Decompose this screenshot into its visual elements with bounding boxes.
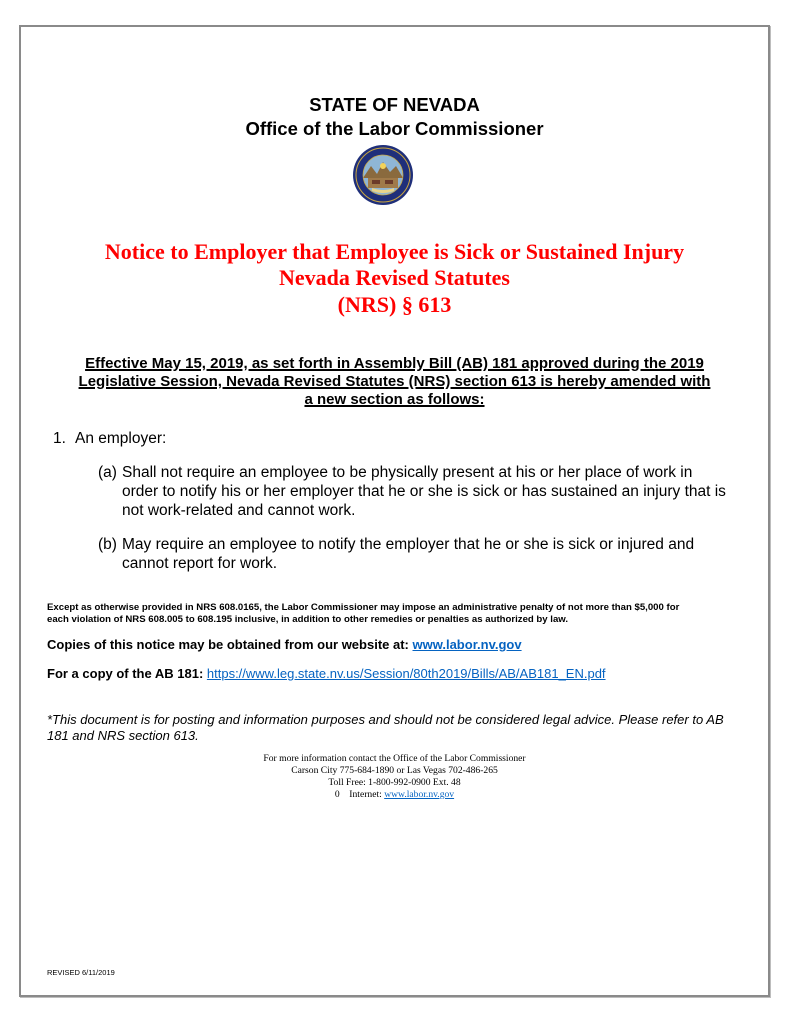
contact-line3: Toll Free: 1-800-992-0900 Ext. 48 xyxy=(328,777,461,788)
ab181-notice xyxy=(47,666,606,682)
contact-line1: For more information contact the Office of the Labor Commissioner xyxy=(263,753,526,764)
ab181-label: For a copy of the AB 181: xyxy=(47,666,207,681)
item-a-line3: not work-related and cannot work. xyxy=(122,502,356,519)
disclaimer-line2: 181 and NRS section 613. xyxy=(47,728,199,743)
office-heading: Office of the Labor Commissioner xyxy=(245,118,544,139)
item-b-label: (b) xyxy=(98,536,117,553)
intro-line3: a new section as follows: xyxy=(304,391,485,408)
state-heading: STATE OF NEVADA xyxy=(309,94,480,115)
notice-title-line1: Notice to Employer that Employee is Sick or Sustained Injury xyxy=(104,239,685,264)
revised-date: REVISED 6/11/2019 xyxy=(47,968,115,977)
section-heading: An employer: xyxy=(75,430,167,447)
disclaimer-line1: *This document is for posting and information purposes and should not be considered legal advice. Please refer to AB xyxy=(47,712,724,727)
item-a-line1: Shall not require an employee to be physically present at his or her place of work in xyxy=(122,464,693,481)
intro-line1: Effective May 15, 2019, as set forth in Assembly Bill (AB) 181 approved during the 2019 xyxy=(85,355,704,372)
nevada-seal-icon xyxy=(352,144,414,206)
document-page xyxy=(19,25,770,997)
notice-title-line3: (NRS) § 613 xyxy=(337,292,452,317)
item-b-line2: cannot report for work. xyxy=(122,555,278,572)
section-number: 1. xyxy=(53,430,66,447)
intro-line2: Legislative Session, Nevada Revised Statutes (NRS) section 613 is hereby amended with xyxy=(78,373,711,390)
contact-line2: Carson City 775-684-1890 or Las Vegas 702-486-265 xyxy=(291,765,498,776)
penalty-line1: Except as otherwise provided in NRS 608.0165, the Labor Commissioner may impose an administrative penalty of not more than $5,000 for xyxy=(47,602,680,613)
notice-title-line2: Nevada Revised Statutes xyxy=(279,265,510,290)
copies-label: Copies of this notice may be obtained from our website at: xyxy=(47,637,413,652)
copies-notice xyxy=(47,637,522,653)
contact-line4 xyxy=(21,789,768,801)
item-a-line2: order to notify his or her employer that he or she is sick or has sustained an injury that is xyxy=(122,483,726,500)
labor-website-link[interactable]: www.labor.nv.gov xyxy=(412,637,522,652)
item-a-label: (a) xyxy=(98,464,117,481)
penalty-line2: each violation of NRS 608.005 to 608.195 inclusive, in addition to other remedies or penalties as authorized by law. xyxy=(47,614,569,625)
contact-website-link[interactable]: www.labor.nv.gov xyxy=(384,789,455,800)
contact-internet-label: 0 Internet: xyxy=(334,789,385,800)
item-b-line1: May require an employee to notify the employer that he or she is sick or injured and xyxy=(122,536,695,553)
ab181-pdf-link[interactable]: https://www.leg.state.nv.us/Session/80th2019/Bills/AB/AB181_EN.pdf xyxy=(206,666,606,681)
